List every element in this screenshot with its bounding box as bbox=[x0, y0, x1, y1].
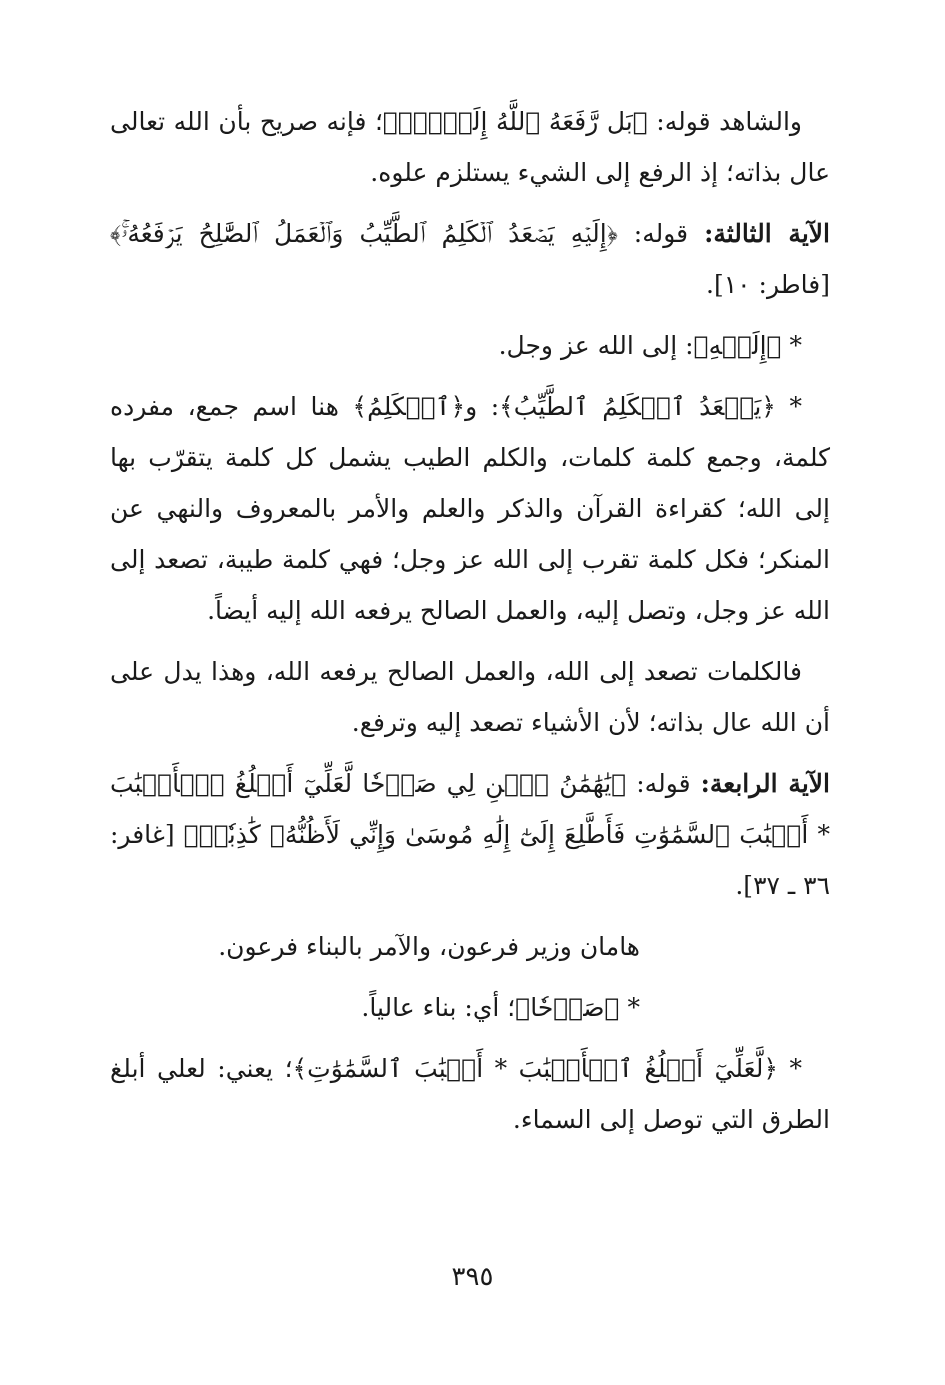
paragraph-haman: هامان وزير فرعون، والآمر بالبناء فرعون. bbox=[218, 932, 640, 961]
paragraph-witness: والشاهد قوله: ﴿بَل رَّفَعَهُ ٱللَّهُ إِلَيۡهِۚ﴾؛ فإنه صريح بأن الله تعالى عال بذاته؛ إذ الرفع إلى الشيء يستلزم علوه. bbox=[110, 107, 830, 187]
paragraph-third-verse bbox=[110, 208, 830, 310]
fourth-verse-text: قوله: ﴿يَٰهَٰمَٰنُ ٱبۡنِ لِي صَرۡحٗا لَّعَلِّيٓ أَبۡلُغُ ٱلۡأَسۡبَٰبَ * أَسۡبَٰبَ ٱلسَّمَٰوَٰتِ فَأَطَّلِعَ إِلَىٰٓ إِلَٰهِ مُوسَىٰ وَإِنِّي لَأَظُنُّهُۥ كَٰذِبٗاۚ﴾ [غافر: ٣٦ ـ ٣٧]. bbox=[110, 769, 830, 900]
heading-fourth-verse: الآية الرابعة: bbox=[700, 769, 830, 798]
paragraph-sarh: * ﴿صَرۡحٗا﴾؛ أي: بناء عالياً. bbox=[361, 993, 640, 1022]
third-verse-text: قوله: ﴿إِلَيۡهِ يَصۡعَدُ ٱلۡكَلِمُ ٱلطَّيِّبُ وَٱلۡعَمَلُ ٱلصَّٰلِحُ يَرۡفَعُهُۥۚ﴾ [فاطر: ١٠]. bbox=[110, 219, 830, 299]
paragraph-al-kalim: * ﴿يَصۡعَدُ ٱلۡكَلِمُ ٱلطَّيِّبُ﴾: و﴿ٱلۡكَلِمُ﴾ هنا اسم جمع، مفرده كلمة، وجمع كلمة كلمات، والكلم الطيب يشمل كل كلمة يتقرّب بها إلى الله؛ كقراءة القرآن والذكر والعلم والأمر بالمعروف والنهي عن المنكر؛ فكل كلمة تقرب إلى الله عز وجل؛ فهي كلمة طيبة، تصعد إلى الله عز وجل، وتصل إليه، والعمل الصالح يرفعه الله إليه أيضاً. bbox=[110, 392, 830, 625]
page-body bbox=[110, 96, 830, 1145]
paragraph-ilayhi: * ﴿إِلَيۡهِ﴾: إلى الله عز وجل. bbox=[498, 331, 802, 360]
paragraph-fourth-verse bbox=[110, 758, 830, 911]
page-number: ٣٩٥ bbox=[451, 1262, 494, 1292]
paragraph-conclusion: فالكلمات تصعد إلى الله، والعمل الصالح يرفعه الله، وهذا يدل على أن الله عال بذاته؛ لأن الأشياء تصعد إليه وترفع. bbox=[110, 657, 830, 737]
heading-third-verse: الآية الثالثة: bbox=[704, 219, 830, 248]
paragraph-asbab: * ﴿لَّعَلِّيٓ أَبۡلُغُ ٱلۡأَسۡبَٰبَ * أَسۡبَٰبَ ٱلسَّمَٰوَٰتِ﴾؛ يعني: لعلي أبلغ الطرق التي توصل إلى السماء. bbox=[110, 1054, 830, 1134]
